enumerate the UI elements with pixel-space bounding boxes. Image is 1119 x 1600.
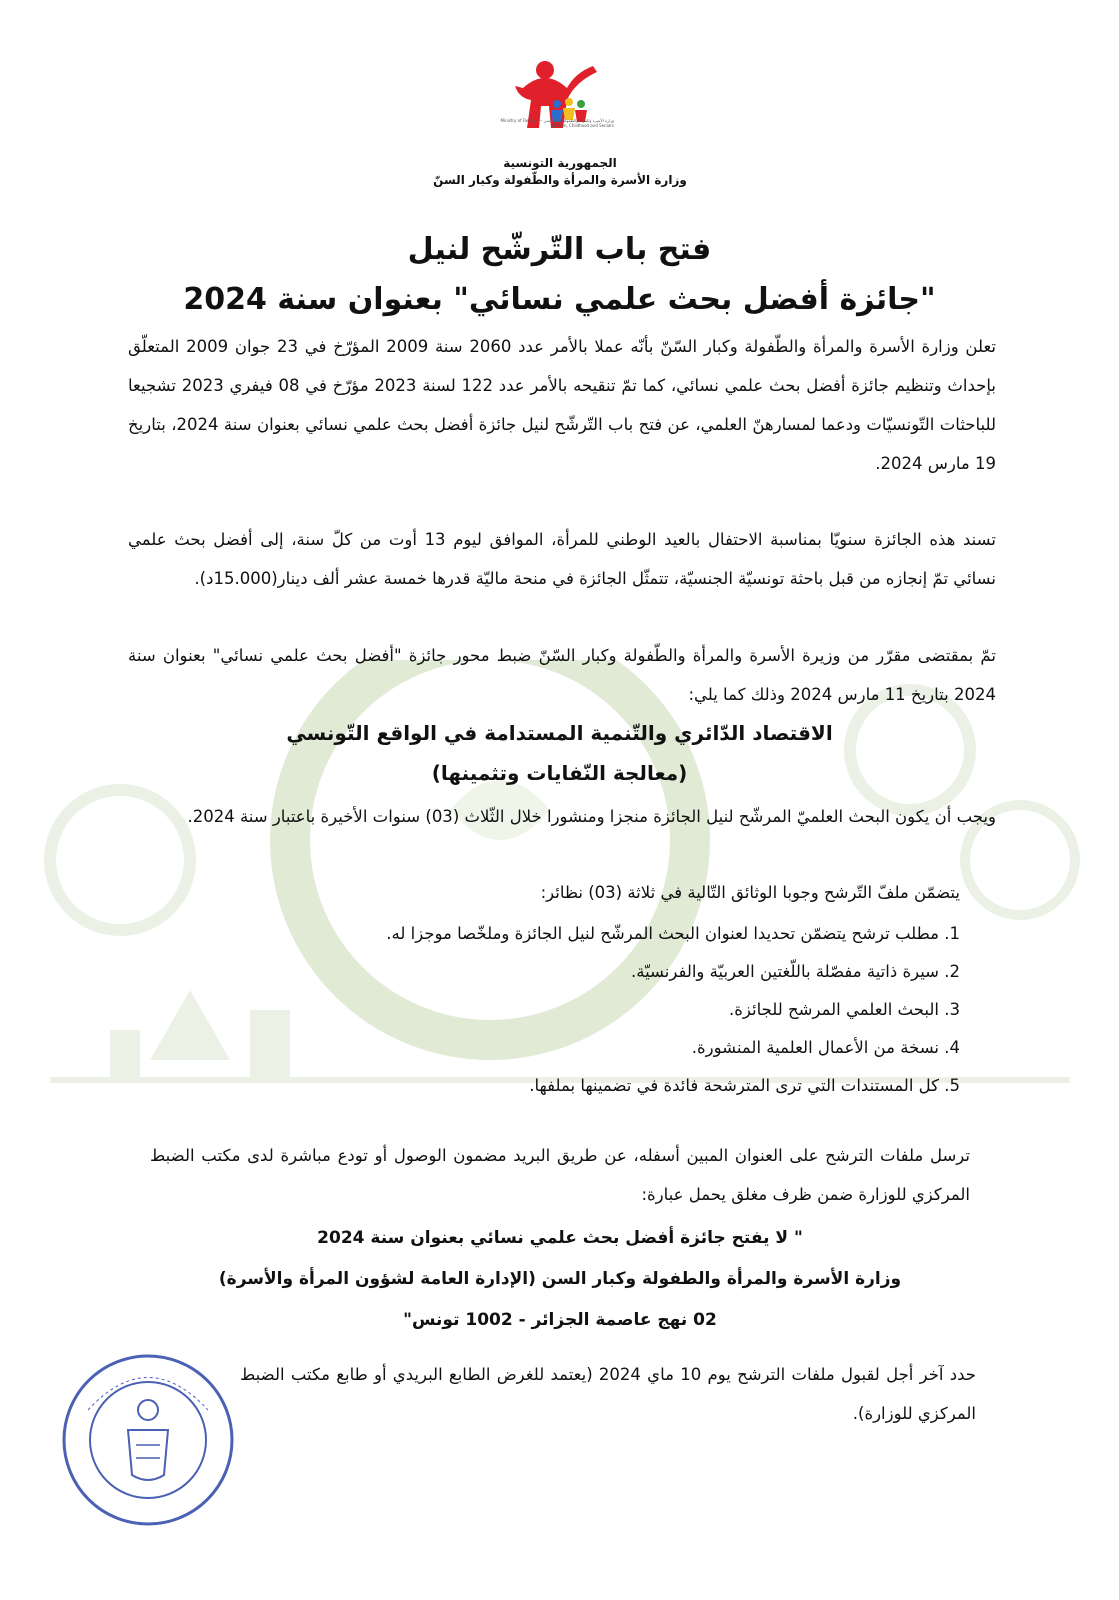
file-contents-paragraph: يتضمّن ملفّ التّرشح وجوبا الوثائق التّالية في ثلاثة (03) نظائر:: [540, 883, 960, 902]
announcement-title: [100, 225, 1019, 325]
title-line-1: فتح باب التّرشّح لنيل: [407, 232, 712, 267]
ministry-name: وزارة الأسرة والمرأة والطّفولة وكبار السنّ: [433, 173, 687, 187]
republic-name: الجمهورية التونسية: [503, 156, 617, 170]
list-item: 3. البحث العلمي المرشح للجائزة.: [729, 1000, 960, 1019]
submission-paragraph: ترسل ملفات الترشح على العنوان المبين أسفله، عن طريق البريد مضمون الوصول أو تودع مباشرة لدى مكتب الضبط المركزي للوزارة ضمن ظرف مغلق يحمل عبارة:: [150, 1146, 970, 1204]
list-item: 4. نسخة من الأعمال العلمية المنشورة.: [691, 1038, 960, 1057]
list-item: 1. مطلب ترشح يتضمّن تحديدا لعنوان البحث المرشّح لنيل الجائزة وملخّصا موجزا له.: [386, 924, 960, 943]
title-line-2: "جائزة أفضل بحث علمي نسائي" بعنوان سنة 2024: [183, 282, 936, 317]
ministry-logo: [505, 58, 605, 150]
documents-list: [200, 915, 960, 1105]
envelope-address: [150, 1218, 970, 1341]
list-item: 5. كل المستندات التي ترى المترشحة فائدة في تضمينها بملفها.: [529, 1076, 960, 1095]
theme-intro-paragraph: تمّ بمقتضى مقرّر من وزيرة الأسرة والمرأة والطّفولة وكبار السّنّ ضبط محور جائزة "أفضل بحث علمي نسائي" بعنوان سنة 2024 بتاريخ 11 مارس 2024 وذلك كما يلي:: [128, 646, 996, 704]
award-paragraph: تسند هذه الجائزة سنويّا بمناسبة الاحتفال بالعيد الوطني للمرأة، الموافق ليوم 13 أوت من كلّ سنة، إلى أفضل بحث علمي نسائي تمّ إنجازه من قبل باحثة تونسيّة الجنسيّة، تتمثّل الجائزة في منحة ماليّة قدرها خمسة عشر ألف دينار(15.000د).: [128, 530, 996, 588]
official-stamp: [58, 1350, 238, 1530]
intro-paragraph: تعلن وزارة الأسرة والمرأة والطّفولة وكبار السّنّ بأنّه عملا بالأمر عدد 2060 سنة 2009 المؤرّخ في 23 جوان 2009 المتعلّق بإحداث وتنظيم جائزة أفضل بحث علمي نسائي، كما تمّ تنقيحه بالأمر عدد 122 لسنة 2023 مؤرّخ في 08 فيفري 2023 تشجيعا للباحثات التّونسيّات ودعما لمسارهنّ العلمي، عن فتح باب التّرشّح لنيل جائزة أفضل بحث علمي نسائي بعنوان سنة 2024، بتاريخ 19 مارس 2024.: [128, 337, 997, 473]
list-item: 2. سيرة ذاتية مفصّلة باللّغتين العربيّة والفرنسيّة.: [630, 962, 960, 981]
theme-line-1: الاقتصاد الدّائري والتّنمية المستدامة في الواقع التّونسي: [286, 721, 833, 745]
logo-caption: وزارة الأسرة والمرأة والطفولة وكبار السن — Ministry of Family, Women, Childhood and Seniors: [500, 118, 614, 128]
deadline-paragraph: حدد آخر أجل لقبول ملفات الترشح يوم 10 ماي 2024 (يعتمد للغرض الطابع البريدي أو طابع مكتب الضبط المركزي للوزارة).: [240, 1365, 976, 1423]
ministry-logo-icon: [505, 58, 605, 150]
official-stamp-icon: [58, 1350, 238, 1530]
envelope-line-1: " لا يفتح جائزة أفضل بحث علمي نسائي بعنوان سنة 2024: [317, 1228, 803, 1248]
header-block: [380, 155, 740, 189]
requirement-paragraph: ويجب أن يكون البحث العلميّ المرشّح لنيل الجائزة منجزا ومنشورا خلال الثّلاث (03) سنوات الأخيرة باعتبار سنة 2024.: [187, 807, 996, 826]
theme-title: [200, 713, 919, 793]
envelope-line-3: 02 نهج عاصمة الجزائر - 1002 تونس": [403, 1310, 717, 1330]
theme-line-2: (معالجة النّفايات وتثمينها): [431, 761, 688, 785]
envelope-line-2: وزارة الأسرة والمرأة والطفولة وكبار السن (الإدارة العامة لشؤون المرأة والأسرة): [218, 1269, 902, 1289]
